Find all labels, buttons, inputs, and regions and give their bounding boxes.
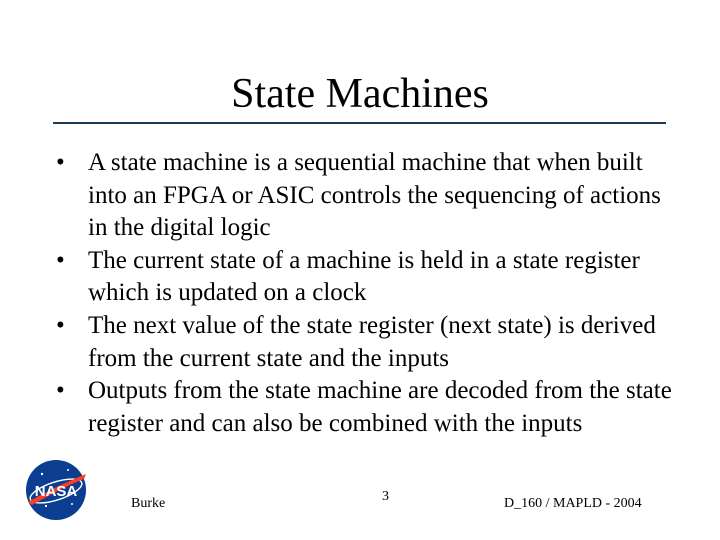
- footer-reference: D_160 / MAPLD - 2004: [504, 496, 642, 511]
- logo-star: [41, 473, 43, 475]
- bullet-text: A state machine is a sequential machine that when built into an FPGA or ASIC controls the sequencing of actions in the digital logic: [88, 149, 661, 242]
- bullet-text: The current state of a machine is held in a state register which is updated on a clock: [88, 246, 640, 307]
- title-divider: [53, 122, 666, 124]
- slide-title: State Machines: [231, 71, 489, 117]
- bullet-item: [56, 147, 676, 245]
- logo-star: [67, 469, 69, 471]
- footer-author: Burke: [131, 496, 166, 511]
- bullet-list: [56, 147, 676, 440]
- nasa-logo-icon: [24, 458, 88, 522]
- bullet-dot-icon: •: [56, 149, 65, 176]
- page-number: 3: [382, 489, 389, 504]
- bullet-item: [56, 245, 676, 310]
- bullet-dot-icon: •: [56, 246, 65, 274]
- logo-star: [45, 505, 47, 507]
- bullet-item: [56, 310, 676, 375]
- logo-star: [71, 503, 73, 505]
- bullet-item: [56, 375, 676, 440]
- bullet-text: Outputs from the state machine are decoded from the state register and can also be combined with the inputs: [88, 377, 672, 437]
- bullet-dot-icon: •: [56, 311, 65, 339]
- bullet-text: The next value of the state register (next state) is derived from the current state and the inputs: [88, 311, 656, 372]
- bullet-dot-icon: •: [56, 377, 65, 405]
- logo-wordmark: NASA: [34, 483, 78, 500]
